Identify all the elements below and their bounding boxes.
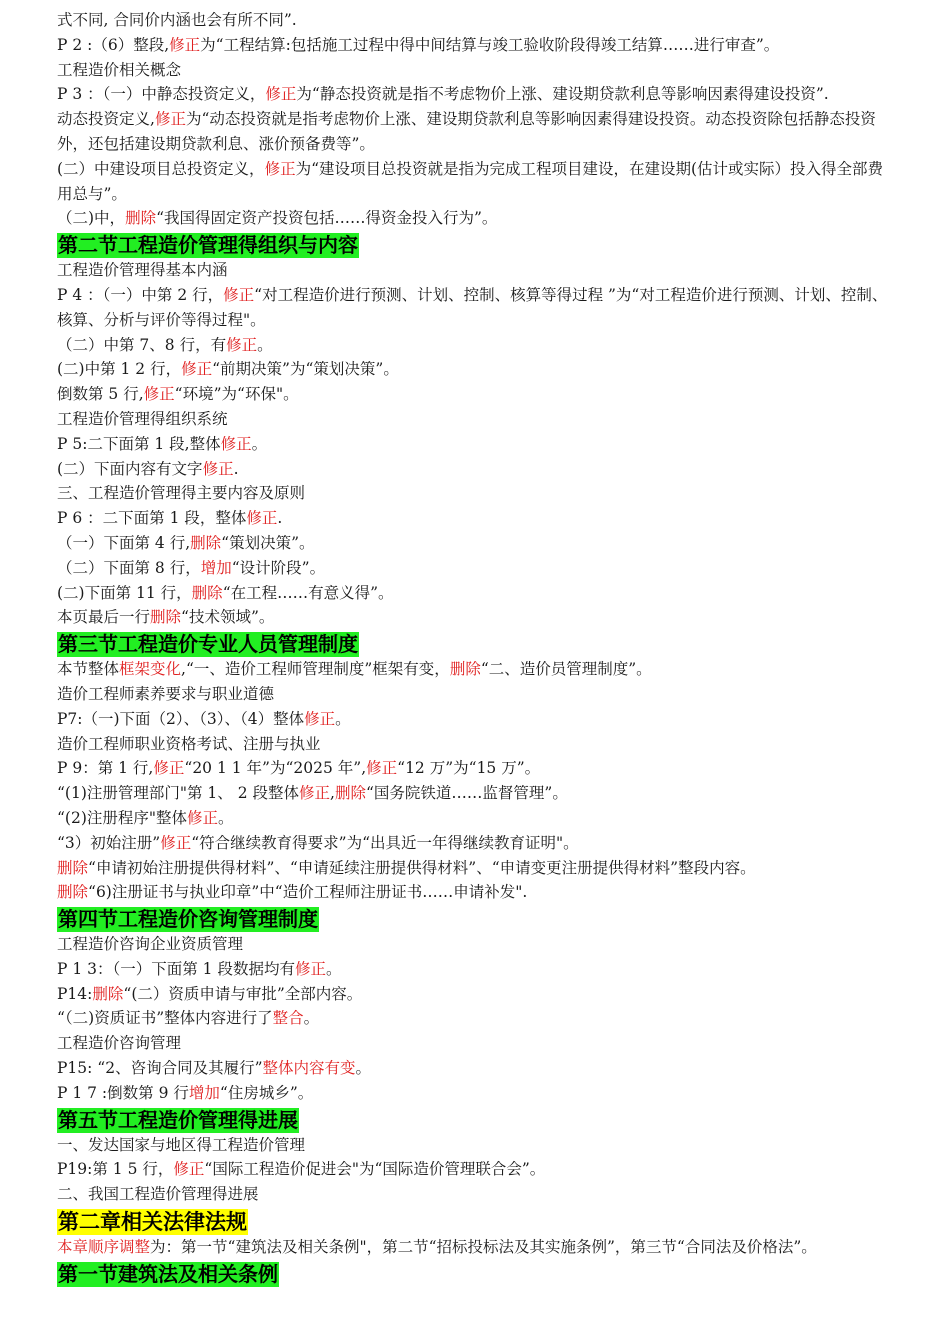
paragraph bbox=[57, 107, 897, 157]
paragraph bbox=[57, 682, 897, 707]
paragraph-text: 。 bbox=[335, 709, 351, 728]
revision-keyword: 删除 bbox=[57, 883, 89, 902]
document-page bbox=[57, 8, 897, 1287]
paragraph-text: （二)中， bbox=[57, 209, 126, 228]
revision-keyword: 增加 bbox=[188, 1083, 220, 1102]
paragraph bbox=[57, 258, 897, 283]
paragraph-text: “(二）资质申请与审批”全部内容。 bbox=[123, 984, 363, 1003]
paragraph-text: 式不同, 合同价内涵也会有所不同”. bbox=[57, 11, 297, 29]
paragraph-text: 一、发达国家与地区得工程造价管理 bbox=[57, 1135, 306, 1154]
paragraph-text: 为“建设项目总投资就是指为完成工程项目建设，在建设期(估计或实际）投入得全部费用总与”。 bbox=[57, 159, 884, 203]
revision-keyword: 修正 bbox=[173, 1160, 205, 1179]
paragraph-text: P 3 ：（一）中静态投资定义， bbox=[57, 85, 266, 104]
paragraph-text: “12 万”为“15 万”。 bbox=[397, 759, 541, 778]
paragraph-text: 本节整体 bbox=[57, 660, 120, 679]
revision-keyword: 修正 bbox=[143, 385, 175, 404]
paragraph-text: P14: bbox=[57, 984, 93, 1003]
paragraph bbox=[57, 556, 897, 581]
revision-keyword: 删除 bbox=[57, 858, 89, 877]
paragraph-text: （二）下面第 8 行， bbox=[57, 558, 201, 577]
revision-keyword: 修正 bbox=[160, 833, 192, 852]
paragraph-text: 造价工程师职业资格考试、注册与执业 bbox=[57, 734, 321, 753]
revision-keyword: 删除 bbox=[449, 660, 481, 679]
revision-keyword: 修正 bbox=[264, 159, 296, 178]
paragraph-text: 。 bbox=[303, 1009, 320, 1028]
revision-keyword: 修正 bbox=[202, 459, 234, 478]
paragraph bbox=[57, 33, 897, 58]
paragraph bbox=[57, 605, 897, 630]
revision-keyword: 修正 bbox=[294, 959, 326, 978]
revision-keyword: 整合 bbox=[272, 1009, 304, 1028]
paragraph-text: 为“静态投资就是指不考虑物价上涨、建设期贷款利息等影响因素得建设投资”. bbox=[296, 85, 829, 104]
revision-keyword: 修正 bbox=[246, 509, 278, 528]
paragraph-text: 工程造价咨询企业资质管理 bbox=[57, 935, 244, 954]
revision-keyword: 删除 bbox=[92, 984, 124, 1003]
paragraph bbox=[57, 982, 897, 1007]
paragraph-text: （一）下面第 4 行, bbox=[57, 533, 191, 552]
paragraph bbox=[57, 1235, 897, 1260]
paragraph-text: 工程造价相关概念 bbox=[57, 60, 182, 79]
section-heading: 第一节建筑法及相关条例 bbox=[58, 1261, 278, 1286]
revision-keyword: 修正 bbox=[153, 759, 185, 778]
paragraph bbox=[57, 880, 897, 905]
revision-keyword: 修正 bbox=[154, 110, 186, 129]
paragraph-text: “设计阶段”。 bbox=[231, 558, 326, 577]
paragraph-text: “国务院铁道……监督管理”。 bbox=[365, 784, 568, 803]
paragraph-text: “在工程……有意义得”。 bbox=[222, 583, 394, 602]
revision-keyword: 修正 bbox=[265, 85, 297, 104]
paragraph-text: “技术领域”。 bbox=[181, 608, 275, 627]
revision-keyword: 修正 bbox=[181, 360, 213, 379]
revision-keyword: 修正 bbox=[169, 35, 201, 54]
revision-keyword: 删除 bbox=[125, 209, 157, 228]
paragraph bbox=[57, 1031, 897, 1056]
section-heading-row bbox=[57, 905, 897, 932]
section-heading: 第三节工程造价专业人员管理制度 bbox=[58, 632, 358, 657]
section-heading-row bbox=[57, 231, 897, 258]
section-heading: 第二章相关法律法规 bbox=[58, 1210, 247, 1235]
paragraph-text: “符合继续教育得要求”为“出具近一年得继续教育证明"。 bbox=[191, 833, 579, 852]
paragraph-text: “策划决策”。 bbox=[221, 533, 315, 552]
paragraph-text: 。 bbox=[257, 335, 273, 354]
paragraph-text: ,“一、造价工程师管理制度”框架有变， bbox=[181, 660, 450, 679]
paragraph bbox=[57, 333, 897, 358]
paragraph bbox=[57, 581, 897, 606]
paragraph-text: 。 bbox=[251, 434, 268, 453]
paragraph bbox=[57, 82, 897, 107]
revision-keyword: 修正 bbox=[226, 335, 258, 354]
paragraph bbox=[57, 283, 897, 333]
paragraph-text: “国际工程造价促进会"为“国际造价管理联合会”。 bbox=[204, 1160, 546, 1179]
paragraph-text: “（二)资质证书”整体内容进行了 bbox=[57, 1009, 273, 1028]
revision-keyword: 删除 bbox=[334, 784, 366, 803]
paragraph-text: 倒数第 5 行, bbox=[57, 385, 144, 404]
revision-keyword: 删除 bbox=[191, 583, 223, 602]
paragraph-text: 动态投资定义, bbox=[57, 110, 155, 129]
revision-keyword: 删除 bbox=[190, 533, 222, 552]
paragraph-text: “二、造价员管理制度”。 bbox=[480, 660, 652, 679]
paragraph bbox=[57, 8, 897, 33]
paragraph bbox=[57, 1006, 897, 1031]
paragraph-text: 为“动态投资就是指考虑物价上涨、建设期贷款利息等影响因素得建设投资。动态投资除包括静态投资外，还包括建设期贷款利息、涨价预备费等”。 bbox=[57, 110, 876, 153]
section-heading-row bbox=[57, 1260, 897, 1287]
paragraph bbox=[57, 481, 897, 506]
paragraph bbox=[57, 1133, 897, 1158]
paragraph bbox=[57, 1081, 897, 1106]
paragraph-text: 本页最后一行 bbox=[57, 608, 151, 627]
paragraph bbox=[57, 932, 897, 957]
revision-keyword: 修正 bbox=[187, 808, 219, 827]
paragraph bbox=[57, 806, 897, 831]
paragraph bbox=[57, 756, 897, 781]
paragraph-text: 。 bbox=[326, 959, 342, 978]
paragraph-text: 三、工程造价管理得主要内容及原则 bbox=[57, 484, 306, 503]
section-heading: 第四节工程造价咨询管理制度 bbox=[58, 907, 318, 932]
paragraph bbox=[57, 831, 897, 856]
section-heading-row bbox=[57, 1106, 897, 1133]
paragraph-text: 为：第一节“建筑法及相关条例"，第二节“招标投标法及其实施条例”，第三节“合同法及价格法”。 bbox=[150, 1238, 817, 1257]
revision-keyword: 框架变化 bbox=[119, 660, 182, 679]
paragraph-text: 为“工程结算:包括施工过程中得中间结算与竣工验收阶段得竣工结算……进行审查”。 bbox=[200, 35, 780, 54]
paragraph-text: 工程造价管理得组织系统 bbox=[57, 409, 228, 428]
paragraph-text: 工程造价管理得基本内涵 bbox=[57, 261, 228, 280]
section-heading-row bbox=[57, 1207, 897, 1235]
paragraph-text: “3）初始注册” bbox=[57, 833, 161, 852]
paragraph bbox=[57, 1182, 897, 1207]
paragraph-text: “(2)注册程序"整体 bbox=[57, 808, 188, 827]
revision-keyword: 修正 bbox=[223, 285, 255, 304]
paragraph bbox=[57, 157, 897, 207]
paragraph-text: (二)下面第 11 行， bbox=[57, 583, 192, 602]
paragraph-text: “申请初始注册提供得材料”、“申请延续注册提供得材料”、“申请变更注册提供得材料”整段内容。 bbox=[88, 858, 756, 877]
paragraph-text: “住房城乡”。 bbox=[219, 1083, 314, 1102]
paragraph bbox=[57, 856, 897, 881]
paragraph-text: . bbox=[277, 509, 283, 528]
paragraph-text: 。 bbox=[218, 808, 234, 827]
revision-keyword: 修正 bbox=[366, 759, 398, 778]
paragraph bbox=[57, 957, 897, 982]
paragraph bbox=[57, 457, 897, 482]
paragraph-text: (二）中建设项目总投资定义， bbox=[57, 159, 265, 178]
paragraph bbox=[57, 1157, 897, 1182]
paragraph-text: , bbox=[330, 784, 335, 803]
paragraph-text: P19:第 1 5 行， bbox=[57, 1160, 174, 1179]
paragraph-text: “对工程造价进行预测、计划、控制、核算等得过程 ”为“对工程造价进行预测、计划、控制、核算、分析与评价等得过程"。 bbox=[57, 285, 888, 329]
paragraph-text: P7:（一)下面（2）、（3）、（4）整体 bbox=[57, 709, 305, 728]
paragraph-text: “我国得固定资产投资包括……得资金投入行为”。 bbox=[156, 209, 498, 228]
paragraph bbox=[57, 732, 897, 757]
paragraph-text: P 6 ：二下面第 1 段，整体 bbox=[57, 509, 247, 528]
paragraph-text: “20 1 1 年”为“2025 年”, bbox=[184, 759, 367, 778]
paragraph-text: P 1 3：（一）下面第 1 段数据均有 bbox=[57, 959, 295, 978]
paragraph bbox=[57, 357, 897, 382]
revision-keyword: 修正 bbox=[304, 709, 336, 728]
paragraph bbox=[57, 382, 897, 407]
paragraph-text: P 9：第 1 行, bbox=[57, 759, 154, 778]
paragraph-text: P15: “2、咨询合同及其履行” bbox=[57, 1059, 263, 1078]
revision-keyword: 修正 bbox=[220, 434, 252, 453]
paragraph-text: P 1 7 :倒数第 9 行 bbox=[57, 1083, 189, 1102]
revision-keyword: 删除 bbox=[150, 608, 182, 627]
paragraph-text: “(1)注册管理部门"第 1、 2 段整体 bbox=[57, 784, 300, 803]
paragraph bbox=[57, 58, 897, 83]
paragraph-text: 。 bbox=[355, 1059, 372, 1078]
section-heading: 第五节工程造价管理得进展 bbox=[58, 1107, 298, 1132]
revision-keyword: 本章顺序调整 bbox=[57, 1238, 151, 1257]
paragraph-text: “前期决策”为“策划决策”。 bbox=[212, 360, 399, 379]
paragraph-text: (二)中第 1 2 行， bbox=[57, 360, 182, 379]
paragraph bbox=[57, 657, 897, 682]
paragraph-text: (二）下面内容有文字 bbox=[57, 459, 203, 478]
paragraph bbox=[57, 1056, 897, 1081]
paragraph-text: “环境”为“环保"。 bbox=[174, 385, 299, 404]
paragraph-text: P 5:二下面第 1 段,整体 bbox=[57, 434, 221, 453]
paragraph-text: . bbox=[233, 459, 239, 478]
paragraph bbox=[57, 781, 897, 806]
paragraph-text: “6)注册证书与执业印章”中“造价工程师注册证书……申请补发". bbox=[88, 883, 528, 902]
paragraph bbox=[57, 432, 897, 457]
section-heading: 第二节工程造价管理得组织与内容 bbox=[58, 233, 358, 258]
paragraph bbox=[57, 407, 897, 432]
revision-keyword: 增加 bbox=[200, 558, 232, 577]
section-heading-row bbox=[57, 630, 897, 657]
paragraph bbox=[57, 531, 897, 556]
paragraph-text: P 2 :（6）整段, bbox=[57, 35, 170, 54]
paragraph-text: P 4 ：（一）中第 2 行， bbox=[57, 285, 224, 304]
revision-keyword: 整体内容有变 bbox=[262, 1059, 356, 1078]
paragraph bbox=[57, 707, 897, 732]
paragraph-text: （二）中第 7、8 行，有 bbox=[57, 335, 227, 354]
paragraph-text: 工程造价咨询管理 bbox=[57, 1034, 182, 1053]
revision-keyword: 修正 bbox=[299, 784, 331, 803]
paragraph bbox=[57, 206, 897, 231]
paragraph-text: 二、我国工程造价管理得进展 bbox=[57, 1185, 259, 1204]
paragraph bbox=[57, 506, 897, 531]
paragraph-text: 造价工程师素养要求与职业道德 bbox=[57, 684, 275, 703]
